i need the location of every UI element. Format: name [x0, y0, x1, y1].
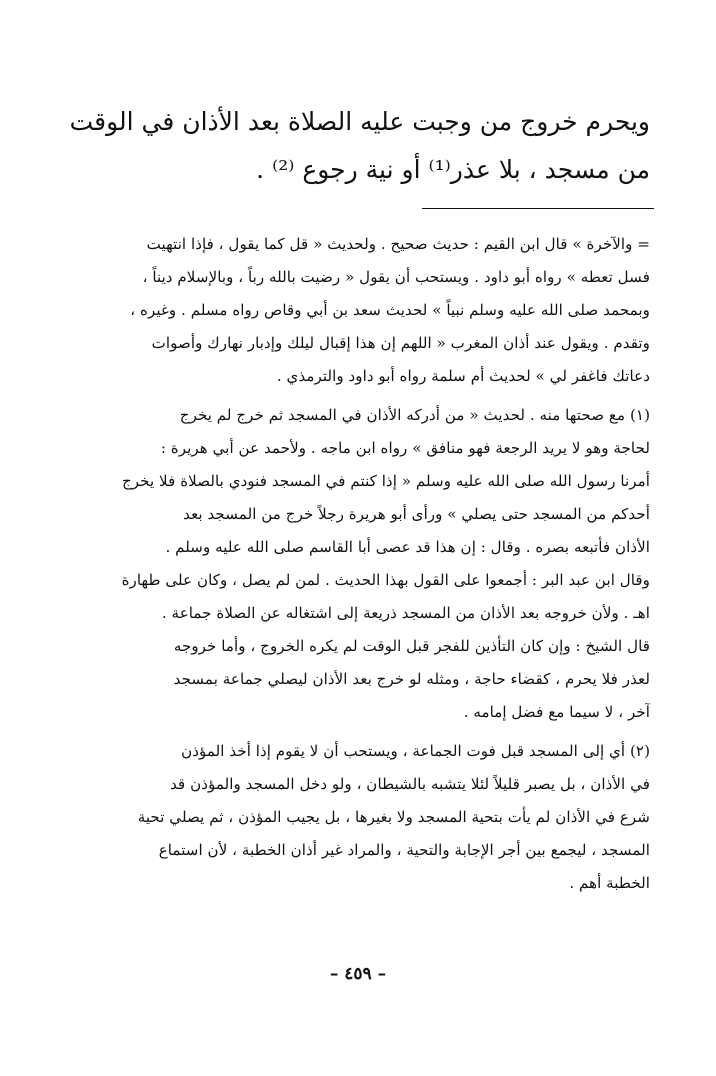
- footnote-line: الأذان فأتبعه بصره . وقال : إن هذا قد عصى أبا القاسم صلى الله عليه وسلم .: [165, 538, 650, 556]
- footnote-line: فسل تعطه » رواه أبو داود . ويستحب أن يقول « رضيت بالله رباً ، وبالإسلام ديناً ،: [142, 268, 650, 286]
- footnote-line: شرع في الأذان لم يأت بتحية المسجد ولا بغيرها ، بل يجيب المؤذن ، ثم يصلي تحية: [137, 808, 650, 826]
- footnote-line: اهـ . ولأن خروجه بعد الأذان من المسجد ذريعة إلى اشتغاله عن الصلاة جماعة .: [161, 604, 650, 622]
- footnote-2: [70, 735, 650, 900]
- footnote-line: (١) مع صحتها منه . لحديث « من أدركه الأذان في المسجد ثم خرج لم يخرج: [179, 406, 650, 424]
- main-text: [70, 98, 650, 194]
- footnote-line: وتقدم . ويقول عند أذان المغرب « اللهم إن هذا إقبال ليلك وإدبار نهارك وأصوات: [151, 334, 650, 352]
- footnote-line: لحاجة وهو لا يريد الرجعة فهو منافق » رواه ابن ماجه . ولأحمد عن أبي هريرة :: [160, 439, 650, 457]
- footnotes: [70, 228, 650, 906]
- footnote-line: وبمحمد صلى الله عليه وسلم نبياً » لحديث سعد بن أبي وقاص رواه مسلم . وغيره ،: [130, 301, 650, 319]
- footnote-line: = والآخرة » قال ابن القيم : حديث صحيح . ولحديث « قل كما يقول ، فإذا انتهيت: [146, 235, 650, 253]
- footnote-line: أحدكم من المسجد حتى يصلي » ورأى أبو هريرة رجلاً خرج من المسجد بعد: [183, 505, 650, 523]
- footnote-line: وقال ابن عبد البر : أجمعوا على القول بهذا الحديث . لمن لم يصل ، وكان على طهارة: [121, 571, 650, 589]
- page-number: – ٤٥٩ –: [329, 964, 387, 984]
- footnote-separator: [422, 208, 654, 209]
- main-text-line: من مسجد ، بلا عذر⁽¹⁾ أو نية رجوع ⁽²⁾ .: [256, 155, 650, 184]
- footnote-line: الخطبة أهم .: [569, 874, 650, 892]
- footnote-1: [70, 399, 650, 729]
- footnote-line: (٢) أي إلى المسجد قبل فوت الجماعة ، ويستحب أن لا يقوم إذا أخذ المؤذن: [181, 742, 650, 760]
- footnote-line: المسجد ، ليجمع بين أجر الإجابة والتحية ، والمراد غير أذان الخطبة ، لأن استماع: [158, 841, 650, 859]
- footnote-continued: [70, 228, 650, 393]
- footnote-line: في الأذان ، بل يصبر قليلاً لئلا يتشبه بالشيطان ، ولو دخل المسجد والمؤذن قد: [170, 775, 650, 793]
- footnote-line: آخر ، لا سيما مع فضل إمامه .: [463, 703, 650, 721]
- footnote-line: دعاتك فاغفر لي » لحديث أم سلمة رواه أبو داود والترمذي .: [276, 367, 650, 385]
- footnote-line: قال الشيخ : وإن كان التأذين للفجر قبل الوقت لم يكره الخروج ، وأما خروجه: [173, 637, 650, 655]
- main-text-line: ويحرم خروج من وجبت عليه الصلاة بعد الأذان في الوقت: [69, 107, 650, 136]
- footnote-line: أمرنا رسول الله صلى الله عليه وسلم « إذا كنتم في المسجد فنودي بالصلاة فلا يخرج: [122, 472, 650, 490]
- footnote-line: لعذر فلا يحرم ، كقضاء حاجة ، ومثله لو خرج بعد الأذان ليصلي جماعة بمسجد: [173, 670, 650, 688]
